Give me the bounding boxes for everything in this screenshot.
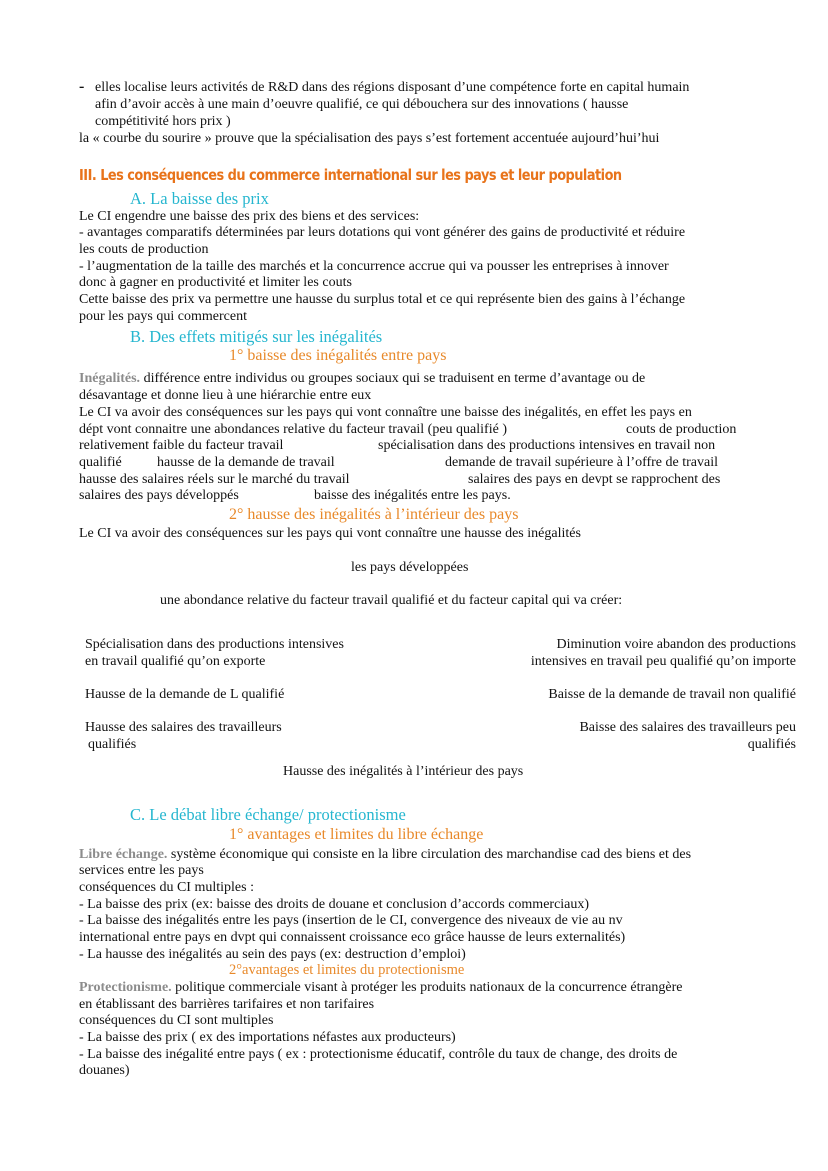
definition-text: politique commerciale visant à protéger les produits nationaux de la concurrence étrangère [171, 980, 683, 995]
body-text: - La hausse des inégalités au sein des pays (ex: destruction d’emploi) [79, 947, 466, 962]
subsection-heading: 1° avantages et limites du libre échange [229, 826, 484, 843]
bullet-dash: - [79, 78, 85, 95]
body-text: - La baisse des prix ( ex des importations néfastes aux producteurs) [79, 1030, 456, 1045]
definition-term: Libre échange. [79, 847, 168, 862]
subsection-heading: 2° hausse des inégalités à l’intérieur des pays [229, 506, 519, 523]
body-text: en établissant des barrières tarifaires et non tarifaires [79, 997, 375, 1012]
body-text: Le CI engendre une baisse des prix des biens et des services: [79, 209, 420, 224]
body-text: elles localise leurs activités de R&D dans des régions disposant d’une compétence forte en capital humain [95, 80, 690, 95]
body-text: international entre pays en dvpt qui connaissent croissance eco grâce hausse de leurs externalités) [79, 930, 626, 945]
diagram-left: Hausse des salaires des travailleurs [85, 720, 282, 735]
diagram-right: Baisse des salaires des travailleurs peu [579, 720, 796, 735]
diagram-text: les pays développées [351, 560, 469, 575]
definition-text: différence entre individus ou groupes sociaux qui se traduisent en terme d’avantage ou de [140, 371, 646, 386]
body-text: relativement faible du facteur travail [79, 438, 284, 453]
section-c-heading: C. Le débat libre échange/ protectionisme [130, 805, 406, 824]
body-text: hausse de la demande de travail [157, 455, 335, 470]
diagram-text: Hausse des inégalités à l’intérieur des pays [283, 764, 524, 779]
diagram-left: Spécialisation dans des productions intensives [85, 637, 344, 652]
subsection-heading: 1° baisse des inégalités entre pays [229, 347, 447, 364]
body-text: désavantage et donne lieu à une hiérarchie entre eux [79, 388, 372, 403]
diagram-left: qualifiés [88, 737, 137, 752]
body-text: la « courbe du sourire » prouve que la spécialisation des pays s’est fortement accentuée aujourd’hui’hui [79, 131, 660, 146]
body-text: hausse des salaires réels sur le marché du travail [79, 472, 350, 487]
body-text: les couts de production [79, 242, 209, 257]
body-text: compétitivité hors prix ) [95, 114, 231, 129]
body-text: salaires des pays développés [79, 488, 239, 503]
body-text: dépt vont connaitre une abondances relative du facteur travail (peu qualifié ) [79, 422, 507, 437]
definition-text: système économique qui consiste en la libre circulation des marchandise cad des biens et des [167, 847, 692, 862]
body-text: Le CI va avoir des conséquences sur les pays qui vont connaître une hausse des inégalités [79, 526, 581, 541]
body-text: qualifié [79, 455, 122, 470]
body-text: conséquences du CI multiples : [79, 880, 254, 895]
body-text: pour les pays qui commercent [79, 309, 247, 324]
definition-term: Inégalités. [79, 371, 141, 386]
body-text: - avantages comparatifs déterminées par leurs dotations qui vont générer des gains de productivité et réduire [79, 225, 686, 240]
body-text: spécialisation dans des productions intensives en travail non [378, 438, 716, 453]
body-text: Le CI va avoir des conséquences sur les pays qui vont connaître une baisse des inégalités, en effet les pays en [79, 405, 692, 420]
section-a-heading: A. La baisse des prix [130, 189, 269, 208]
body-text: - La baisse des inégalités entre les pays (insertion de le CI, convergence des niveaux de vie au nv [79, 913, 623, 928]
body-text: douanes) [79, 1063, 130, 1078]
definition [79, 846, 691, 863]
diagram-left: en travail qualifié qu’on exporte [85, 654, 266, 669]
body-text: demande de travail supérieure à l’offre de travail [445, 455, 718, 470]
definition-term: Protectionisme. [79, 980, 172, 995]
part-heading: III. Les conséquences du commerce international sur les pays et leur population [79, 166, 622, 184]
diagram-right: Baisse de la demande de travail non qualifié [548, 687, 796, 702]
diagram-left: Hausse de la demande de L qualifié [85, 687, 285, 702]
diagram-text: une abondance relative du facteur travail qualifié et du facteur capital qui va créer: [160, 593, 623, 608]
body-text: - l’augmentation de la taille des marchés et la concurrence accrue qui va pousser les entreprises à innover [79, 259, 669, 274]
body-text: conséquences du CI sont multiples [79, 1013, 274, 1028]
definition [79, 370, 645, 387]
body-text: donc à gagner en productivité et limiter les couts [79, 275, 352, 290]
body-text: afin d’avoir accès à une main d’oeuvre qualifié, ce qui débouchera sur des innovations ( hausse [95, 97, 629, 112]
definition [79, 979, 682, 996]
body-text: baisse des inégalités entre les pays. [314, 488, 511, 503]
diagram-right: Diminution voire abandon des productions [556, 637, 796, 652]
diagram-right: intensives en travail peu qualifié qu’on importe [530, 654, 796, 669]
body-text: salaires des pays en devpt se rapprochent des [468, 472, 721, 487]
body-text: Cette baisse des prix va permettre une hausse du surplus total et ce qui représente bien des gains à l’échange [79, 292, 686, 307]
subsection-heading: 2°avantages et limites du protectionisme [229, 962, 465, 978]
section-b-heading: B. Des effets mitigés sur les inégalités [130, 327, 383, 346]
body-text: - La baisse des prix (ex: baisse des droits de douane et conclusion d’accords commerciaux) [79, 897, 590, 912]
body-text: - La baisse des inégalité entre pays ( ex : protectionisme éducatif, contrôle du taux de change, des droits de [79, 1047, 678, 1062]
body-text: services entre les pays [79, 863, 204, 878]
body-text: couts de production [626, 422, 737, 437]
diagram-right: qualifiés [747, 737, 796, 752]
